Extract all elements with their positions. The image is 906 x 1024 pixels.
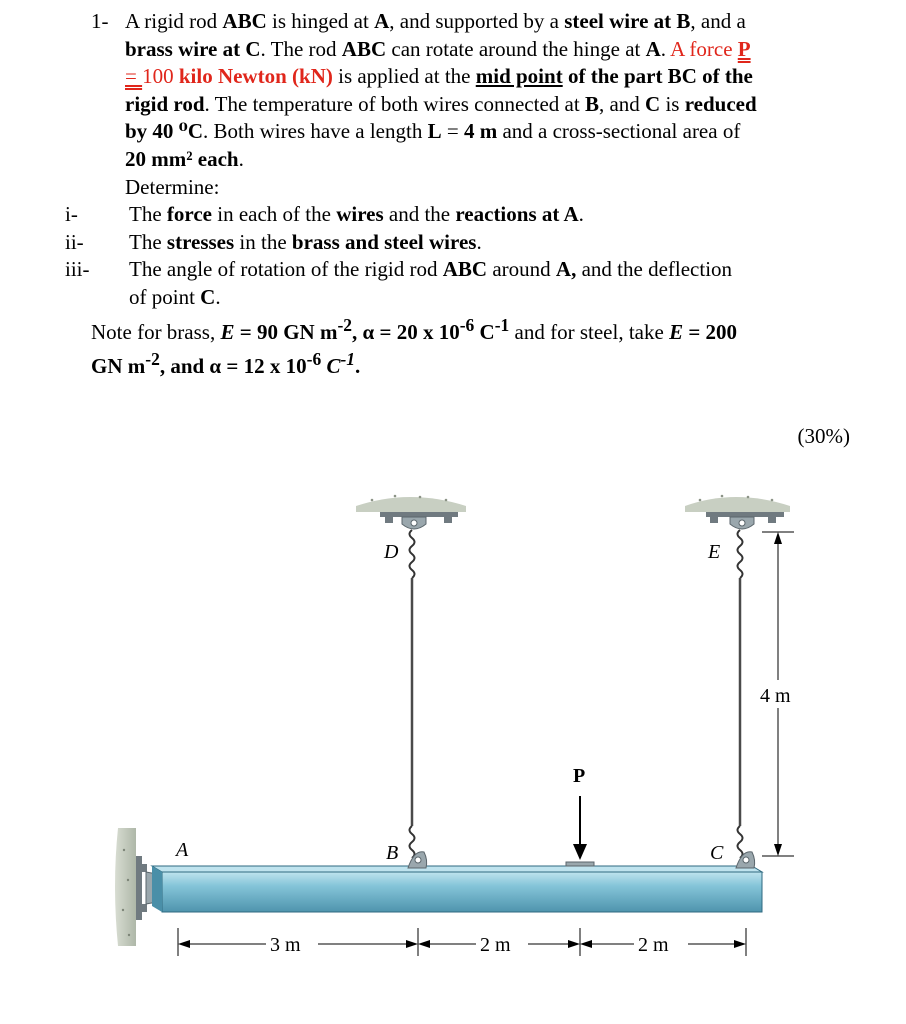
label-c: C: [710, 842, 724, 864]
ceiling-right: [685, 495, 790, 529]
problem-number: 1-: [91, 9, 109, 33]
ceiling-left: [356, 495, 466, 529]
label-p: P: [573, 765, 586, 787]
problem-line-5: by 40 ⁰C. Both wires have a length L = 4 m and a cross-sectional area of: [125, 119, 741, 144]
brass-wire-ec: [738, 530, 743, 858]
attachment-b: [408, 852, 427, 868]
attachment-c: [736, 852, 755, 868]
question-item-1: i- The force in each of the wires and the reactions at A.: [65, 202, 584, 227]
force-p-arrow: [573, 796, 587, 860]
dim-pc: 2 m: [638, 934, 669, 956]
dim-ab: 3 m: [270, 934, 301, 956]
dim-wire-length: 4 m: [760, 685, 791, 707]
problem-line-1: 1- A rigid rod ABC is hinged at A, and supported by a steel wire at B, and a: [91, 8, 861, 36]
problem-line-2: brass wire at C. The rod ABC can rotate around the hinge at A. A force P: [125, 36, 751, 61]
material-note: Note for brass, E = 90 GN $m^{-2}$, α = 20 x $10^{-6}$ $C^{-1}$ and for steel, take E = 200 GN $m^{-2}$, and α = 12 x $10^{-6}$ $C^{-1}$.: [91, 314, 738, 379]
label-d: D: [384, 541, 399, 563]
determine-label: Determine:: [125, 174, 220, 199]
question-item-3: iii- The angle of rotation of the rigid rod ABC around A, and the deflection of point C.: [65, 257, 733, 309]
dim-bp: 2 m: [480, 934, 511, 956]
problem-line-3: = 100 kilo Newton (kN) is applied at the mid point of the part BC of the: [125, 64, 753, 89]
label-b: B: [386, 842, 399, 864]
load-plate: [566, 862, 594, 866]
rigid-rod-abc: [152, 866, 762, 912]
marks-percentage: (30%): [797, 424, 850, 448]
problem-line-4: rigid rod. The temperature of both wires connected at B, and C is reduced: [125, 91, 757, 116]
label-a: A: [176, 839, 189, 861]
steel-wire-db: [410, 530, 415, 858]
label-e: E: [708, 541, 721, 563]
question-item-2: ii- The stresses in the brass and steel wires.: [65, 229, 482, 254]
problem-line-6: 20 mm² each.: [125, 146, 244, 171]
